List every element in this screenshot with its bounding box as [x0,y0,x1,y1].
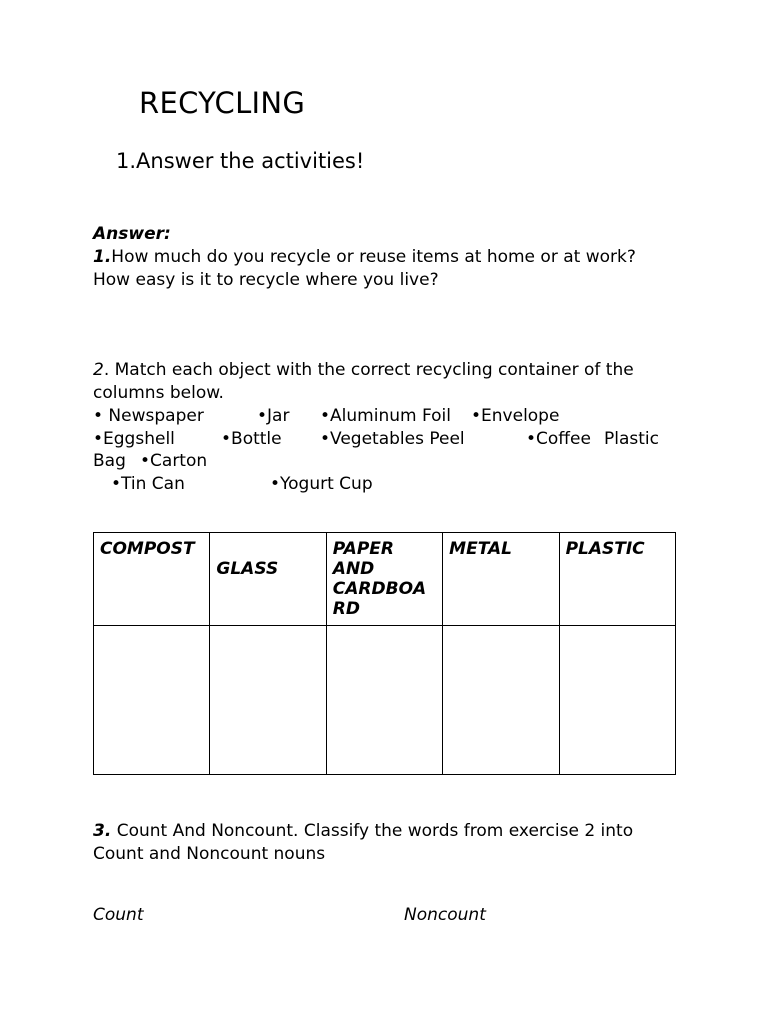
question-1 [93,223,636,292]
recycling-table [93,532,676,775]
table-answer-row [94,626,676,775]
item-vegetables-peel: •Vegetables Peel [320,429,465,449]
item-newspaper: • Newspaper [93,406,204,426]
count-column-label: Count [93,905,144,925]
header-glass: GLASS [216,559,279,579]
header-plastic: PLASTIC [559,533,675,626]
q2-number: 2 [93,360,104,380]
answer-cell-glass[interactable] [210,626,326,775]
header-paper: PAPER AND CARDBOA RD [326,533,442,626]
answer-cell-paper[interactable] [326,626,442,775]
item-jar: •Jar [257,406,290,426]
header-metal: METAL [443,533,559,626]
header-glass-cell [210,533,326,626]
item-bag-word: Bag [93,451,126,471]
question-2 [93,359,634,405]
item-eggshell: •Eggshell [93,429,175,449]
answer-cell-compost[interactable] [94,626,210,775]
item-plastic-word: Plastic [604,429,659,449]
instruction-heading: 1.Answer the activities! [116,149,365,173]
item-tin-can: •Tin Can [111,474,185,494]
item-bottle: •Bottle [221,429,282,449]
q3-number: 3. [93,821,112,841]
q3-line2: Count and Noncount nouns [93,844,326,864]
item-carton: •Carton [140,451,208,471]
item-aluminum-foil: •Aluminum Foil [320,406,451,426]
q2-line2: columns below. [93,383,224,403]
header-compost: COMPOST [94,533,210,626]
table-header-row [94,533,676,626]
q1-line2: How easy is it to recycle where you live? [93,270,439,290]
q3-line1: Count And Noncount. Classify the words from exercise 2 into [111,821,634,841]
q2-line1: . Match each object with the correct recycling container of the [103,360,634,380]
answer-label: Answer: [93,224,171,244]
item-envelope: •Envelope [471,406,560,426]
page-title: RECYCLING [139,86,306,120]
item-coffee: •Coffee [526,429,591,449]
q1-line1: How much do you recycle or reuse items at home or at work? [111,247,636,267]
answer-cell-plastic[interactable] [559,626,675,775]
question-3 [93,820,633,866]
item-yogurt-cup: •Yogurt Cup [270,474,373,494]
noncount-column-label: Noncount [404,905,486,925]
answer-cell-metal[interactable] [443,626,559,775]
q1-number: 1. [93,247,112,267]
